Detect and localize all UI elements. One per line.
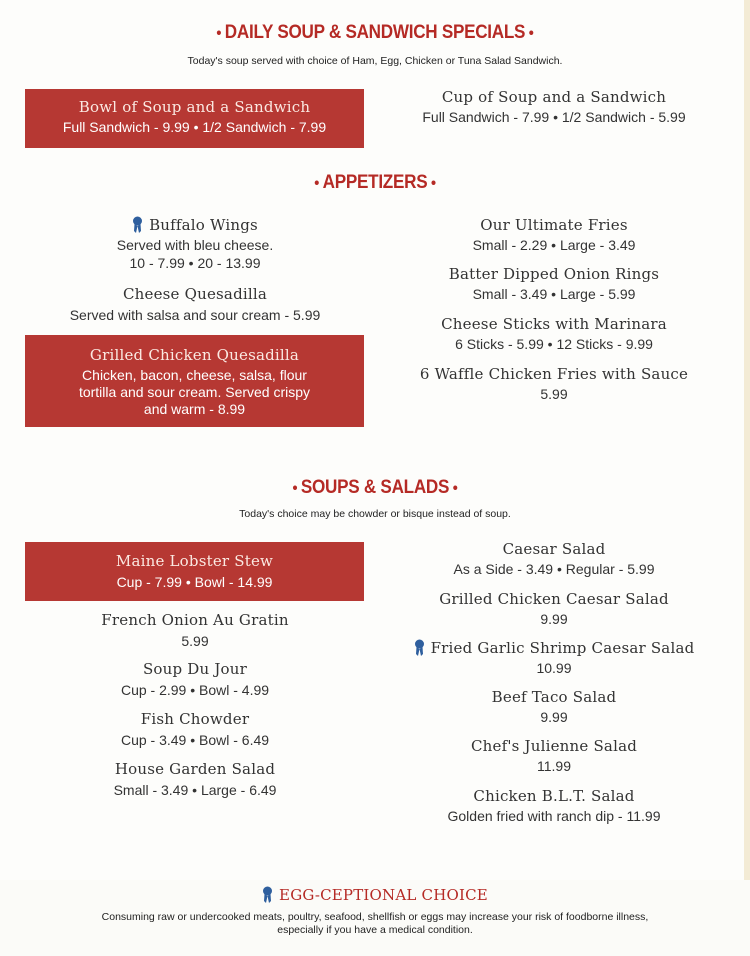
chefs-julienne-item xyxy=(384,737,724,774)
blt-salad-name: Chicken B.L.T. Salad xyxy=(473,787,635,805)
cheese-quesadilla-item xyxy=(25,285,365,323)
cheese-sticks-price: 6 Sticks - 5.99 • 12 Sticks - 9.99 xyxy=(455,336,653,352)
grilled-chicken-caesar-price: 9.99 xyxy=(540,611,568,627)
bowl-special-name: Bowl of Soup and a Sandwich xyxy=(78,98,311,116)
blt-salad-desc: Golden fried with ranch dip - 11.99 xyxy=(447,808,661,824)
egg-ceptional-legend xyxy=(0,886,750,905)
onion-rings-price: Small - 3.49 • Large - 5.99 xyxy=(472,286,636,302)
buffalo-wings-price: 10 - 7.99 • 20 - 13.99 xyxy=(129,255,261,271)
grilled-chicken-caesar-item xyxy=(384,590,724,627)
grilled-chicken-quesadilla-name: Grilled Chicken Quesadilla xyxy=(89,346,300,364)
caesar-salad-item xyxy=(384,540,724,577)
fish-chowder-item xyxy=(25,710,365,748)
soups-subtitle-wrap xyxy=(0,504,750,522)
ribbon-icon xyxy=(132,216,143,233)
onion-rings-item xyxy=(384,265,724,302)
soup-du-jour-item xyxy=(25,660,365,698)
buffalo-wings-name: Buffalo Wings xyxy=(149,216,258,234)
beef-taco-salad-name: Beef Taco Salad xyxy=(491,688,617,706)
daily-specials-title: DAILY SOUP & SANDWICH SPECIALS xyxy=(224,22,526,43)
lobster-stew-name: Maine Lobster Stew xyxy=(115,552,274,570)
french-onion-price: 5.99 xyxy=(181,633,209,649)
garden-salad-price: Small - 3.49 • Large - 6.49 xyxy=(113,782,277,798)
grilled-chicken-caesar-name: Grilled Chicken Caesar Salad xyxy=(439,590,669,608)
appetizers-title: APPETIZERS xyxy=(322,172,428,193)
ultimate-fries-item xyxy=(384,216,724,253)
waffle-fries-price: 5.99 xyxy=(540,386,568,402)
daily-subtitle-wrap xyxy=(0,51,750,69)
fish-chowder-price: Cup - 3.49 • Bowl - 6.49 xyxy=(120,732,270,748)
garlic-shrimp-caesar-item xyxy=(384,639,724,676)
buffalo-wings-desc: Served with bleu cheese. xyxy=(116,237,274,253)
soup-du-jour-price: Cup - 2.99 • Bowl - 4.99 xyxy=(120,682,270,698)
beef-taco-salad-item xyxy=(384,688,724,725)
disclaimer xyxy=(0,911,750,936)
cup-special-name: Cup of Soup and a Sandwich xyxy=(441,88,667,106)
buffalo-wings-item xyxy=(25,216,365,271)
ribbon-icon xyxy=(262,886,273,903)
soups-subtitle: Today's choice may be chowder or bisque instead of soup. xyxy=(239,508,511,520)
blt-salad-item xyxy=(384,787,724,824)
bowl-special-box xyxy=(25,89,364,148)
chefs-julienne-price: 11.99 xyxy=(537,758,571,774)
garden-salad-name: House Garden Salad xyxy=(114,760,276,778)
lobster-stew-box xyxy=(25,542,364,601)
caesar-salad-price: As a Side - 3.49 • Regular - 5.99 xyxy=(453,561,655,577)
appetizers-header: • APPETIZERS • xyxy=(314,172,436,193)
cup-special-price: Full Sandwich - 7.99 • 1/2 Sandwich - 5.99 xyxy=(422,109,686,125)
waffle-fries-item xyxy=(384,365,724,402)
onion-rings-name: Batter Dipped Onion Rings xyxy=(448,265,660,283)
soup-du-jour-name: Soup Du Jour xyxy=(142,660,248,678)
disclaimer-line2: especially if you have a medical condition. xyxy=(277,924,473,936)
egg-ceptional-label: EGG-CEPTIONAL CHOICE xyxy=(279,886,488,904)
french-onion-name: French Onion Au Gratin xyxy=(101,611,289,629)
ultimate-fries-name: Our Ultimate Fries xyxy=(480,216,628,234)
soups-salads-header: • SOUPS & SALADS • xyxy=(292,477,458,498)
french-onion-item xyxy=(25,611,365,649)
ultimate-fries-price: Small - 2.29 • Large - 3.49 xyxy=(472,237,636,253)
disclaimer-line1: Consuming raw or undercooked meats, poultry, seafood, shellfish or eggs may increase your risk of foodborne illness, xyxy=(101,911,649,923)
ribbon-icon xyxy=(414,639,425,656)
chefs-julienne-name: Chef's Julienne Salad xyxy=(470,737,638,755)
soups-salads-title: SOUPS & SALADS xyxy=(300,477,450,498)
garden-salad-item xyxy=(25,760,365,798)
daily-specials-header: • DAILY SOUP & SANDWICH SPECIALS • xyxy=(216,22,534,43)
garlic-shrimp-caesar-name: Fried Garlic Shrimp Caesar Salad xyxy=(430,639,695,657)
lobster-stew-price: Cup - 7.99 • Bowl - 14.99 xyxy=(116,574,273,590)
cheese-quesadilla-name: Cheese Quesadilla xyxy=(122,285,268,303)
cheese-sticks-item xyxy=(384,315,724,352)
grilled-chicken-quesadilla-desc2: tortilla and sour cream. Served crispy xyxy=(78,384,311,400)
grilled-chicken-quesadilla-box xyxy=(25,335,364,427)
cheese-quesadilla-desc: Served with salsa and sour cream - 5.99 xyxy=(69,307,321,323)
garlic-shrimp-caesar-price: 10.99 xyxy=(536,660,572,676)
caesar-salad-name: Caesar Salad xyxy=(502,540,606,558)
cup-special xyxy=(384,88,724,125)
beef-taco-salad-price: 9.99 xyxy=(540,709,568,725)
grilled-chicken-quesadilla-desc3: and warm - 8.99 xyxy=(143,401,246,417)
fish-chowder-name: Fish Chowder xyxy=(140,710,250,728)
daily-subtitle: Today's soup served with choice of Ham, Egg, Chicken or Tuna Salad Sandwich. xyxy=(187,55,563,67)
bowl-special-price: Full Sandwich - 9.99 • 1/2 Sandwich - 7.99 xyxy=(62,119,327,135)
waffle-fries-name: 6 Waffle Chicken Fries with Sauce xyxy=(419,365,689,383)
cheese-sticks-name: Cheese Sticks with Marinara xyxy=(441,315,667,333)
grilled-chicken-quesadilla-desc1: Chicken, bacon, cheese, salsa, flour xyxy=(82,367,307,383)
